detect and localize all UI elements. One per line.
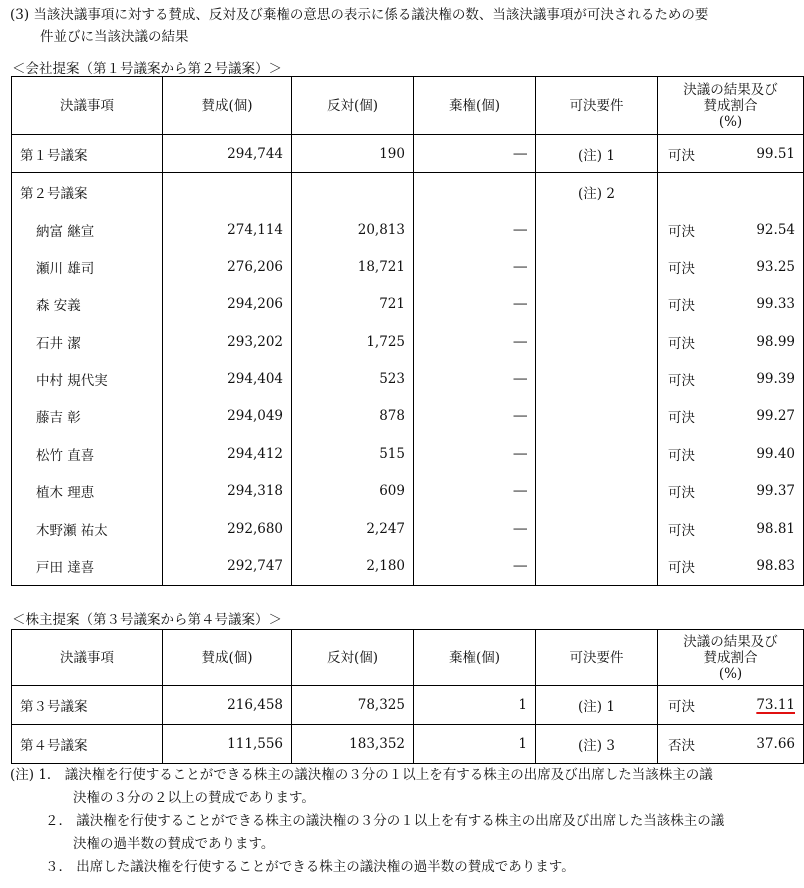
note-2-line-1: ２． 議決権を行使することができる株主の議決権の３分の１以上を有する株主の出席及び出席した当該株主の議 [45,813,725,829]
shareholder-proposal-table [11,629,804,764]
company-proposal-table [11,76,804,586]
intro-paragraph [10,4,708,48]
table-row: 松竹 直喜 294,412 515 ― 可決 99.40 [12,435,804,473]
header-item: 決議事項 [12,77,163,135]
table-row: 納富 継宣 274,114 20,813 ― 可決 92.54 [12,211,804,249]
header-against: 反対(個) [292,77,414,135]
table-row: 植木 理恵 294,318 609 ― 可決 99.37 [12,473,804,510]
header-item: 決議事項 [12,630,163,686]
table-row: 第４号議案 111,556 183,352 1 (注) 3 否決 37.66 [12,725,804,764]
header-abstain: 棄権(個) [414,630,536,686]
notes [10,764,724,879]
header-requirement: 可決要件 [536,630,658,686]
note-3: ３． 出席した議決権を行使することができる株主の議決権の過半数の賛成であります。 [45,859,575,875]
table-row: 瀬川 雄司 276,206 18,721 ― 可決 93.25 [12,249,804,286]
header-for: 賛成(個) [163,77,292,135]
intro-line-1: (3) 当該決議事項に対する賛成、反対及び棄権の意思の表示に係る議決権の数、当該決議事項が可決されるための要 [10,7,709,23]
table-row: 戸田 達喜 292,747 2,180 ― 可決 98.83 [12,548,804,586]
table-row: 藤吉 彰 294,049 878 ― 可決 99.27 [12,398,804,435]
table-row: 木野瀬 祐太 292,680 2,247 ― 可決 98.81 [12,510,804,548]
table-row: 第１号議案 294,744 190 ― (注) 1 可決 99.51 [12,135,804,173]
header-result: 決議の結果及び 賛成割合 (%) [658,77,804,135]
shareholder-section-title: ＜株主提案（第３号議案から第４号議案）＞ [12,612,282,628]
table-row: 森 安義 294,206 721 ― 可決 99.33 [12,286,804,323]
header-for: 賛成(個) [163,630,292,686]
company-section-title: ＜会社提案（第１号議案から第２号議案）＞ [12,61,282,77]
table-row: 第３号議案 216,458 78,325 1 (注) 1 可決 73.11 [12,686,804,725]
table-header-row [12,77,804,135]
note-1-line-2: 決権の３分の２以上の賛成であります。 [73,790,315,806]
header-abstain: 棄権(個) [414,77,536,135]
table-row: 第２号議案 (注) 2 [12,173,804,211]
note-2-line-2: 決権の過半数の賛成であります。 [73,836,275,852]
intro-line-2: 件並びに当該決議の結果 [40,29,189,45]
header-requirement: 可決要件 [536,77,658,135]
table-row: 石井 潔 293,202 1,725 ― 可決 98.99 [12,323,804,361]
annotated-percentage: 73.11 [756,697,795,713]
header-against: 反対(個) [292,630,414,686]
table-row: 中村 規代実 294,404 523 ― 可決 99.39 [12,361,804,398]
header-result: 決議の結果及び 賛成割合 (%) [658,630,804,686]
note-1-line-1: (注) 1． 議決権を行使することができる株主の議決権の３分の１以上を有する株主の出席及び出席した当該株主の議 [10,767,713,783]
table-header-row [12,630,804,686]
